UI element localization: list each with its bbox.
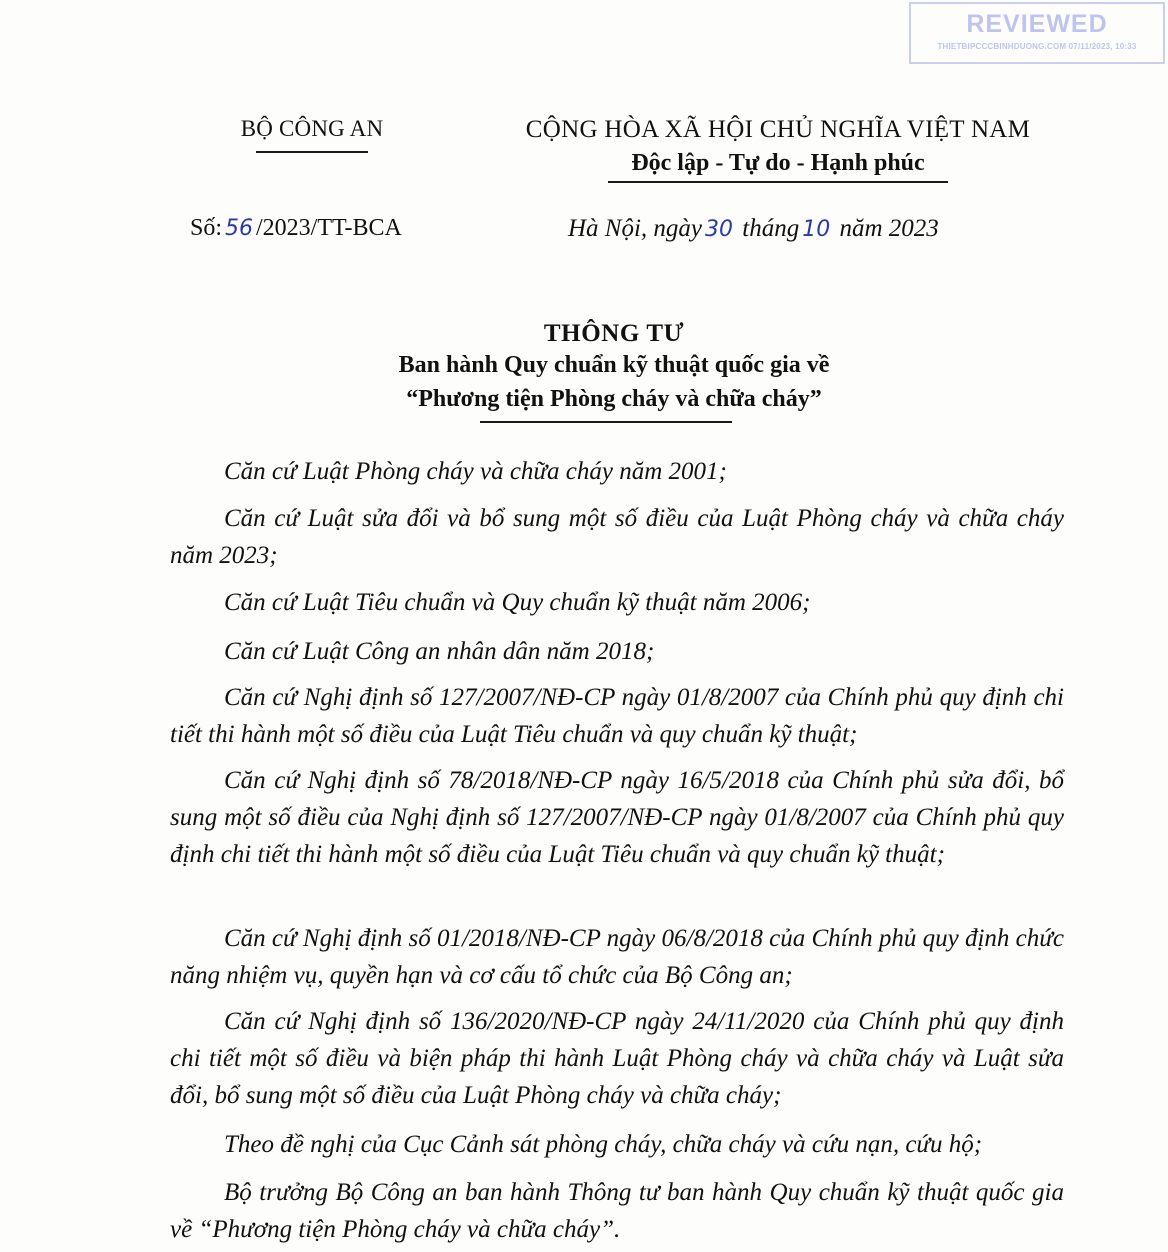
- date-year: năm 2023: [839, 215, 939, 242]
- stamp-label: REVIEWED: [966, 10, 1108, 38]
- legal-basis-paragraph: Căn cứ Nghị định số 01/2018/NĐ-CP ngày 06/8/2018 của Chính phủ quy định chức năng nhiệm vụ, quyền hạn và cơ cấu tổ chức của Bộ Công an;: [170, 925, 1064, 989]
- doc-number-prefix: Số:: [190, 215, 223, 241]
- date-day: 30: [705, 217, 734, 242]
- document-number: [190, 215, 402, 242]
- doc-number-handwritten: 56: [225, 216, 254, 241]
- legal-basis-paragraph: Căn cứ Luật Tiêu chuẩn và Quy chuẩn kỹ thuật năm 2006;: [224, 589, 811, 616]
- legal-basis-paragraph: Căn cứ Nghị định số 127/2007/NĐ-CP ngày 01/8/2007 của Chính phủ quy định chi tiết thi hành một số điều của Luật Tiêu chuẩn và quy chuẩn kỹ thuật;: [170, 684, 1064, 748]
- date-line: [568, 215, 939, 243]
- date-place: Hà Nội, ngày: [568, 215, 703, 242]
- title-underline: [480, 421, 732, 423]
- legal-basis-paragraph: Căn cứ Luật Phòng cháy và chữa cháy năm 2001;: [224, 458, 727, 485]
- date-month: 10: [802, 217, 831, 242]
- doc-number-suffix: /2023/TT-BCA: [256, 215, 402, 241]
- agency-underline: [256, 151, 368, 153]
- date-month-label: tháng: [742, 215, 800, 242]
- issuing-agency: BỘ CÔNG AN: [240, 116, 384, 141]
- legal-basis-paragraph: Căn cứ Nghị định số 78/2018/NĐ-CP ngày 16/5/2018 của Chính phủ sửa đổi, bổ sung một số điều của Nghị định số 127/2007/NĐ-CP ngày 01/8/2007 của Chính phủ quy định chi tiết thi hành một số điều của Luật Tiêu chuẩn và quy chuẩn kỹ thuật;: [170, 767, 1064, 868]
- enactment-paragraph: Bộ trưởng Bộ Công an ban hành Thông tư ban hành Quy chuẩn kỹ thuật quốc gia về “Phương tiện Phòng cháy và chữa cháy”.: [170, 1179, 1064, 1243]
- legal-basis-paragraph: Căn cứ Nghị định số 136/2020/NĐ-CP ngày 24/11/2020 của Chính phủ quy định chi tiết một số điều và biện pháp thi hành Luật Phòng cháy và chữa cháy và Luật sửa đổi, bổ sung một số điều của Luật Phòng cháy và chữa cháy;: [170, 1008, 1064, 1109]
- national-motto: Độc lập - Tự do - Hạnh phúc: [631, 150, 925, 176]
- national-title: CỘNG HÒA XÃ HỘI CHỦ NGHĨA VIỆT NAM: [525, 116, 1031, 143]
- stamp-detail: THIETBIPCCCBINHDUONG.COM 07/11/2023, 10:33: [937, 42, 1137, 51]
- proposal-paragraph: Theo đề nghị của Cục Cảnh sát phòng cháy, chữa cháy và cứu nạn, cứu hộ;: [224, 1131, 983, 1158]
- reviewed-stamp: [909, 2, 1165, 64]
- document-subtitle-line1: Ban hành Quy chuẩn kỹ thuật quốc gia về: [398, 352, 830, 378]
- legal-basis-paragraph: Căn cứ Luật sửa đổi và bổ sung một số điều của Luật Phòng cháy và chữa cháy năm 2023;: [170, 505, 1064, 569]
- document-type-heading: THÔNG TƯ: [543, 320, 685, 347]
- document-subtitle-line2: “Phương tiện Phòng cháy và chữa cháy”: [406, 386, 822, 412]
- motto-underline: [608, 181, 948, 183]
- legal-basis-paragraph: Căn cứ Luật Công an nhân dân năm 2018;: [224, 638, 655, 665]
